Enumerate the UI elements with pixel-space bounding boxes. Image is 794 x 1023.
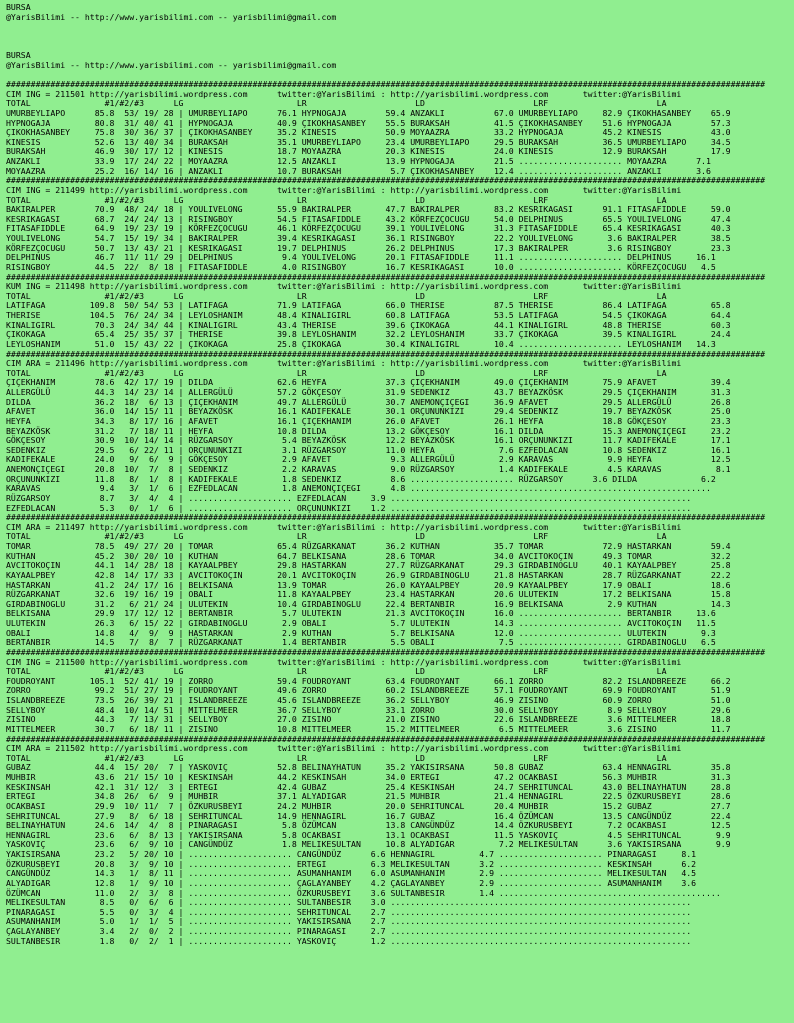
report-line: SEDENKIZ 29.5 6/ 22/ 11 | ORÇUNUNKIZI 3.1 RÜZGARSOY 11.0 HEYFA 7.6 EZFEDLACAN 10.8 SEDENKIZ 16.1 — [6, 444, 731, 455]
section-divider: ########################################################################################################################################################## — [6, 79, 766, 89]
report-line: KUTHAN 45.2 30/ 20/ 10 | KUTHAN 64.7 BELKISANA 28.6 TOMAR 34.0 AVCITOKOÇIN 49.3 TOMAR 32.2 — [6, 550, 731, 561]
report-line: ÖZKURUSBEYI 20.8 3/ 9/ 10 | ..................... ERTEGI 6.3 MELIKESULTAN 3.2 ..................... KESKINSAH 6.2 — [6, 858, 697, 869]
report-line: KESKINSAH 42.1 31/ 12/ 3 | ERTEGI 42.4 GUBAZ 25.4 KESKINSAH 24.7 SEHRITUNCAL 43.0 BELINAYHATUN 28.8 — [6, 781, 731, 792]
report-line: GÖKÇESOY 30.9 10/ 14/ 14 | RÜZGARSOY 5.4 BEYAZKÖSK 12.2 BEYAZKÖSK 16.1 ORÇUNUNKIZI 11.7 KADIFEKALE 17.1 — [6, 435, 731, 446]
report-line: TOTAL #1/#2/#3 LG LR LD LRF LA — [6, 98, 667, 109]
report-line: FITASAFIDDLE 64.9 19/ 23/ 19 | KÖRFEZÇOCUGU 46.1 KÖRFEZÇOCUGU 39.1 YOULIVELONG 31.3 FITASAFIDDLE 65.4 KESRIKAGASI 40.3 — [6, 223, 731, 234]
report-line: TOTAL #1/#2/#3 LG LR LD LRF LA — [6, 752, 667, 763]
report-line: ALYADIGAR 12.8 1/ 9/ 10 | ..................... ÇAGLAYANBEY 4.2 ÇAGLAYANBEY 2.9 ..................... ASUMANHANIM 3.6 — [6, 877, 697, 888]
report-line: HENNAGIRL 23.6 6/ 8/ 13 | YAKISIRSANA 5.8 OCAKBASI 13.1 OCAKBASI 11.5 YASKOVIÇ 4.5 SEHRITUNCAL 9.9 — [6, 829, 731, 840]
report-line: TOTAL #1/#2/#3 LG LR LD LRF LA — [6, 290, 667, 301]
report-line: MUHBIR 43.6 21/ 15/ 10 | KESKINSAH 44.2 KESKINSAH 34.0 ERTEGI 47.2 OCAKBASI 56.3 MUHBIR 31.3 — [6, 772, 731, 782]
report-line: OCAKBASI 29.9 10/ 11/ 7 | ÖZKURUSBEYI 24.2 MUHBIR 20.0 SEHRITUNCAL 20.4 MUHBIR 15.2 GUBAZ 27.7 — [6, 800, 731, 811]
report-line: TOMAR 78.5 49/ 27/ 20 | TOMAR 65.4 RÜZGARKANAT 36.2 KUTHAN 35.7 TOMAR 72.9 HASTARKAN 59.4 — [6, 541, 731, 551]
report-line: ZISINO 44.3 7/ 13/ 31 | SELLYBOY 27.0 ZISINO 21.0 ZISINO 22.6 ISLANDBREEZE 3.6 MITTELMEER 18.8 — [6, 714, 731, 725]
report-line: LATIFAGA 109.8 50/ 54/ 53 | LATIFAGA 71.9 LATIFAGA 66.0 THERISE 87.5 THERISE 86.4 LATIFAGA 65.8 — [6, 300, 731, 311]
report-line: YAKISIRSANA 23.2 5/ 20/ 10 | ..................... CANGÜNDÜZ 6.6 HENNAGIRL 4.7 ..................... PINARAGASI 8.1 — [6, 849, 697, 859]
section-divider: ########################################################################################################################################################## — [6, 646, 766, 657]
report-line: THERISE 104.5 76/ 24/ 34 | LEYLOSHANIM 48.4 KINALIGIRL 60.8 LATIFAGA 53.5 LATIFAGA 54.5 ÇIKOKAGA 64.4 — [6, 310, 731, 320]
report-line: GIRDABINOGLU 31.2 6/ 21/ 24 | ULUTEKIN 10.4 GIRDABINOGLU 22.4 BERTANBIR 16.9 BELKISANA 2.9 KUTHAN 14.3 — [6, 598, 731, 609]
report-line: RÜZGARKANAT 32.6 19/ 16/ 19 | OBALI 11.8 KAYAALPBEY 23.4 HASTARKAN 20.6 ULUTEKIN 17.2 BELKISANA 15.8 — [6, 589, 731, 600]
header-city: BURSA — [6, 2, 31, 12]
report-line: ÖZÜMCAN 11.0 2/ 3/ 8 | ..................... ÖZKURUSBEYI 3.6 SULTANBESIR 1.4 ............................................. — [6, 887, 721, 898]
report-line: KESRIKAGASI 68.7 24/ 24/ 13 | RISINGBOY 54.5 FITASAFIDDLE 43.2 KÖRFEZÇOCUGU 54.0 DELPHINUS 65.5 YOULIVELONG 47.4 — [6, 213, 731, 224]
report-line: ANEMONÇIÇEGI 20.8 10/ 7/ 8 | SEDENKIZ 2.2 KARAVAS 9.0 RÜZGARSOY 1.4 KADIFEKALE 4.5 KARAVAS 8.1 — [6, 464, 731, 474]
report-line: CIM ARA = 211497 http://yarisbilimi.wordpress.com twitter:@YarisBilimi : http://yarisbilimi.wordpress.com twitter:@YarisBilimi — [6, 521, 682, 532]
report-line: ORÇUNUNKIZI 11.8 8/ 1/ 8 | KADIFEKALE 1.8 SEDENKIZ 8.6 ..................... RÜZGARSOY 3.6 DILDA 6.2 — [6, 473, 716, 484]
report-line: KINESIS 52.6 13/ 40/ 34 | BURAKSAH 35.1 UMURBEYLIAPO 23.4 UMURBEYLIAPO 29.5 BURAKSAH 36.5 UMURBEYLIAPO 34.5 — [6, 136, 731, 147]
section-divider: ########################################################################################################################################################## — [6, 348, 766, 359]
report-line: TOTAL #1/#2/#3 LG LR LD LRF LA — [6, 531, 667, 542]
report-line: CIM ING = 211501 http://yarisbilimi.wordpress.com twitter:@YarisBilimi : http://yarisbilimi.wordpress.com twitter:@YarisBilimi — [6, 88, 682, 99]
report-line: CIM ING = 211499 http://yarisbilimi.wordpress.com twitter:@YarisBilimi : http://yarisbilimi.wordpress.com twitter:@YarisBilimi — [6, 184, 682, 195]
race-report — [6, 80, 794, 946]
report-line: UMURBEYLIAPO 85.8 53/ 19/ 28 | UMURBEYLIAPO 76.1 HYPNOGAJA 59.4 ANZAKLI 67.0 UMURBEYLIAPO 82.9 ÇIKOKHASANBEY 65.9 — [6, 107, 731, 118]
report-line: ASUMANHANIM 5.0 1/ 1/ 5 | ..................... YAKISIRSANA 2.7 ............................................................. — [6, 916, 692, 927]
report-line: DELPHINUS 46.7 11/ 11/ 29 | DELPHINUS 9.4 YOULIVELONG 20.1 FITASAFIDDLE 11.1 ..................... DELPHINUS 16.1 — [6, 252, 716, 263]
report-line: BELINAYHATUN 24.6 14/ 4/ 8 | PINARAGASI 5.8 ÖZÜMCAN 13.8 CANGÜNDÜZ 14.4 ÖZKURUSBEYI 7.2 OCAKBASI 12.5 — [6, 820, 731, 831]
report-line: ULUTEKIN 26.3 6/ 15/ 22 | GIRDABINOGLU 2.9 OBALI 5.7 ULUTEKIN 14.3 ..................... AVCITOKOÇIN 11.5 — [6, 618, 716, 628]
report-line: ANZAKLI 33.9 17/ 24/ 22 | MOYAAZRA 12.5 ANZAKLI 13.9 HYPNOGAJA 21.5 ..................... MOYAAZRA 7.1 — [6, 156, 711, 166]
report-line: PINARAGASI 5.5 0/ 3/ 4 | ..................... SEHRITUNCAL 2.7 ............................................................. — [6, 906, 692, 917]
report-line: YOULIVELONG 54.7 15/ 19/ 34 | BAKIRALPER 39.4 KESRIKAGASI 36.1 RISINGBOY 22.2 YOULIVELONG 3.6 BAKIRALPER 38.5 — [6, 233, 731, 243]
report-line: CIM ARA = 211496 http://yarisbilimi.wordpress.com twitter:@YarisBilimi : http://yarisbilimi.wordpress.com twitter:@YarisBilimi — [6, 358, 682, 369]
report-line: BURAKSAH 46.9 30/ 17/ 12 | KINESIS 18.7 MOYAAZRA 20.3 KINESIS 24.0 KINESIS 12.9 BURAKSAH 17.9 — [6, 146, 731, 157]
report-line: LEYLOSHANIM 51.0 15/ 43/ 22 | ÇIKOKAGA 25.8 ÇIKOKAGA 30.4 KINALIGIRL 10.4 ..................... LEYLOSHANIM 14.3 — [6, 338, 716, 349]
report-line: ÇIÇEKHANIM 78.6 42/ 17/ 19 | DILDA 62.6 HEYFA 37.3 ÇIÇEKHANIM 49.0 ÇIÇEKHANIM 75.9 AFAVET 39.4 — [6, 377, 731, 388]
report-line: SEHRITUNCAL 27.9 8/ 6/ 18 | SEHRITUNCAL 14.9 HENNAGIRL 16.7 GUBAZ 16.4 ÖZÜMCAN 13.5 CANGÜNDÜZ 22.4 — [6, 810, 731, 821]
report-line: FOUDROYANT 105.1 52/ 41/ 19 | ZORRO 59.4 FOUDROYANT 63.4 FOUDROYANT 66.1 ZORRO 82.2 ISLANDBREEZE 66.2 — [6, 675, 731, 686]
section-divider: ########################################################################################################################################################## — [6, 733, 766, 744]
report-line: AFAVET 36.0 14/ 15/ 11 | BEYAZKÖSK 16.1 KADIFEKALE 30.1 ORÇUNUNKIZI 29.4 SEDENKIZ 19.7 BEYAZKÖSK 25.0 — [6, 406, 731, 417]
report-line: TOTAL #1/#2/#3 LG LR LD LRF LA — [6, 666, 667, 677]
spacer — [6, 32, 794, 42]
report-line: KINALIGIRL 70.3 24/ 34/ 44 | KINALIGIRL 43.4 THERISE 39.6 ÇIKOKAGA 44.1 KINALIGIRL 48.8 THERISE 60.3 — [6, 319, 731, 330]
report-line: BEYAZKÖSK 31.2 7/ 18/ 11 | HEYFA 10.8 DILDA 13.2 GÖKÇESOY 16.1 DILDA 15.3 ANEMONÇIÇEGI 23.2 — [6, 425, 731, 436]
report-line: ÇAGLAYANBEY 3.4 2/ 0/ 2 | ..................... PINARAGASI 2.7 ............................................................. — [6, 926, 692, 936]
report-line: CIM ARA = 211502 http://yarisbilimi.wordpress.com twitter:@YarisBilimi : http://yarisbilimi.wordpress.com twitter:@YarisBilimi — [6, 743, 682, 754]
report-line: ÇIKOKHASANBEY 75.8 30/ 36/ 37 | ÇIKOKHASANBEY 35.2 KINESIS 50.9 MOYAAZRA 33.2 HYPNOGAJA 45.2 KINESIS 43.0 — [6, 127, 731, 138]
report-line: ERTEGI 34.8 26/ 6/ 9 | MUHBIR 37.1 ALYADIGAR 21.5 MUHBIR 21.4 HENNAGIRL 22.5 ÖZKURUSBEYI 28.6 — [6, 791, 731, 802]
section-divider: ########################################################################################################################################################## — [6, 271, 766, 282]
report-line: GUBAZ 44.4 15/ 20/ 7 | YASKOVIÇ 52.8 BELINAYHATUN 35.2 YAKISIRSANA 50.8 GUBAZ 63.4 HENNAGIRL 35.8 — [6, 762, 731, 773]
report-line: TOTAL #1/#2/#3 LG LR LD LRF LA — [6, 194, 667, 205]
report-line: TOTAL #1/#2/#3 LG LR LD LRF LA — [6, 367, 667, 378]
report-line: ALLERGÜLÜ 44.3 14/ 23/ 14 | ALLERGÜLÜ 57.2 GÖKÇESOY 31.9 SEDENKIZ 43.7 BEYAZKÖSK 29.5 ÇIÇEKHANIM 31.3 — [6, 387, 731, 397]
report-line: KUM ING = 211498 http://yarisbilimi.wordpress.com twitter:@YarisBilimi : http://yarisbilimi.wordpress.com twitter:@YarisBilimi — [6, 281, 682, 292]
report-line: KARAVAS 9.4 3/ 1/ 6 | EZFEDLACAN 1.8 ANEMONÇIÇEGI 4.8 ............................................................. — [6, 483, 711, 494]
report-line: KAYAALPBEY 42.8 14/ 17/ 33 | AVCITOKOÇIN 20.1 AVCITOKOÇIN 26.9 GIRDABINOGLU 21.8 HASTARKAN 28.7 RÜZGARKANAT 22.2 — [6, 569, 731, 580]
header-contact: @YarisBilimi -- http://www.yarisbilimi.com -- yarisbilimi@gmail.com — [6, 11, 337, 22]
report-line: MELIKESULTAN 8.5 0/ 6/ 6 | ..................... SULTANBESIR 3.0 ............................................................. — [6, 897, 692, 908]
spacer — [6, 42, 794, 52]
report-line: AVCITOKOÇIN 44.1 14/ 28/ 18 | KAYAALPBEY 29.8 HASTARKAN 27.7 RÜZGARKANAT 29.3 GIRDABINOGLU 40.1 KAYAALPBEY 25.8 — [6, 560, 731, 571]
report-line: HYPNOGAJA 80.8 31/ 40/ 41 | HYPNOGAJA 40.9 ÇIKOKHASANBEY 55.5 BURAKSAH 41.5 ÇIKOKHASANBEY 51.6 HYPNOGAJA 57.3 — [6, 117, 731, 128]
report-line: ZORRO 99.2 51/ 27/ 19 | FOUDROYANT 49.6 ZORRO 60.2 ISLANDBREEZE 57.1 FOUDROYANT 69.9 FOUDROYANT 51.9 — [6, 685, 731, 696]
subheader-city: BURSA — [6, 50, 31, 61]
report-line: BERTANBIR 14.5 7/ 8/ 7 | RÜZGARKANAT 1.4 BERTANBIR 5.5 OBALI 7.5 ..................... GIRDABINOGLU 6.5 — [6, 637, 716, 648]
report-line: HEYFA 34.3 8/ 17/ 16 | AFAVET 16.1 ÇIÇEKHANIM 26.0 AFAVET 26.1 HEYFA 18.8 GÖKÇESOY 23.3 — [6, 415, 731, 426]
report-line: KÖRFEZÇOCUGU 50.7 13/ 43/ 21 | KESRIKAGASI 19.7 DELPHINUS 26.2 DELPHINUS 17.3 BAKIRALPER 3.6 RISINGBOY 23.3 — [6, 242, 731, 253]
report-line: RÜZGARSOY 8.7 3/ 4/ 4 | ..................... EZFEDLACAN 3.9 ............................................................. — [6, 492, 692, 503]
spacer — [6, 22, 794, 32]
report-line: OBALI 14.8 4/ 9/ 9 | HASTARKAN 2.9 KUTHAN 5.7 BELKISANA 12.0 ..................... ULUTEKIN 9.3 — [6, 627, 716, 638]
report-line: CANGÜNDÜZ 14.3 1/ 8/ 11 | ..................... ASUMANHANIM 6.0 ASUMANHANIM 2.9 ..................... MELIKESULTAN 4.5 — [6, 868, 697, 879]
report-line: BELKISANA 29.9 17/ 12/ 12 | BERTANBIR 5.7 ULUTEKIN 21.3 AVCITOKOÇIN 16.0 ..................... BERTANBIR 13.6 — [6, 608, 716, 619]
subheader-contact: @YarisBilimi -- http://www.yarisbilimi.com -- yarisbilimi@gmail.com — [6, 59, 337, 70]
report-line: ÇIKOKAGA 65.4 25/ 35/ 37 | THERISE 39.8 LEYLOSHANIM 32.2 LEYLOSHANIM 33.7 ÇIKOKAGA 39.5 KINALIGIRL 24.4 — [6, 329, 731, 340]
report-line: YASKOVIÇ 23.6 6/ 9/ 10 | CANGÜNDÜZ 1.8 MELIKESULTAN 10.8 ALYADIGAR 7.2 MELIKESULTAN 3.6 YAKISIRSANA 9.9 — [6, 839, 731, 850]
report-line: DILDA 36.2 18/ 6/ 13 | ÇIÇEKHANIM 49.7 ALLERGÜLÜ 30.7 ANEMONÇIÇEGI 36.9 AFAVET 29.5 ALLERGÜLÜ 26.8 — [6, 396, 731, 407]
report-line: HASTARKAN 41.2 24/ 17/ 16 | BELKISANA 13.9 TOMAR 26.0 KAYAALPBEY 20.9 KAYAALPBEY 17.9 OBALI 18.6 — [6, 579, 731, 590]
report-line: SELLYBOY 48.4 10/ 14/ 51 | MITTELMEER 36.7 SELLYBOY 33.1 ZORRO 30.0 SELLYBOY 8.9 SELLYBOY 29.6 — [6, 704, 731, 715]
report-line: KADIFEKALE 24.0 9/ 6/ 9 | GÖKÇESOY 2.9 AFAVET 9.3 ALLERGÜLÜ 2.9 KARAVAS 9.9 HEYFA 12.5 — [6, 454, 731, 465]
report-line: MITTELMEER 30.7 6/ 18/ 11 | ZISINO 10.8 MITTELMEER 15.2 MITTELMEER 6.5 MITTELMEER 3.6 ZISINO 11.7 — [6, 723, 731, 734]
report-line: EZFEDLACAN 5.3 0/ 1/ 6 | ..................... ORÇUNUNKIZI 1.2 ............................................................. — [6, 502, 692, 513]
report-line: CIM ING = 211500 http://yarisbilimi.wordpress.com twitter:@YarisBilimi : http://yarisbilimi.wordpress.com twitter:@YarisBilimi — [6, 656, 682, 667]
report-line: SULTANBESIR 1.8 0/ 2/ 1 | ..................... YASKOVIÇ 1.2 ............................................................. — [6, 935, 692, 946]
section-divider: ########################################################################################################################################################## — [6, 175, 766, 186]
report-line: MOYAAZRA 25.2 16/ 14/ 16 | ANZAKLI 10.7 BURAKSAH 5.7 ÇIKOKHASANBEY 12.4 ..................... ANZAKLI 3.6 — [6, 165, 711, 176]
section-divider: ########################################################################################################################################################## — [6, 512, 766, 523]
report-line: ISLANDBREEZE 73.5 26/ 39/ 21 | ISLANDBREEZE 45.6 ISLANDBREEZE 36.2 SELLYBOY 46.9 ZISINO 60.9 ZORRO 51.0 — [6, 695, 731, 705]
report-line: RISINGBOY 44.5 22/ 8/ 18 | FITASAFIDDLE 4.0 RISINGBOY 16.7 KESRIKAGASI 10.0 ..................... KÖRFEZÇOCUGU 4.5 — [6, 261, 716, 272]
report-line: BAKIRALPER 70.9 48/ 24/ 18 | YOULIVELONG 55.9 BAKIRALPER 47.7 BAKIRALPER 83.2 KESRIKAGASI 91.1 FITASAFIDDLE 59.0 — [6, 204, 731, 215]
